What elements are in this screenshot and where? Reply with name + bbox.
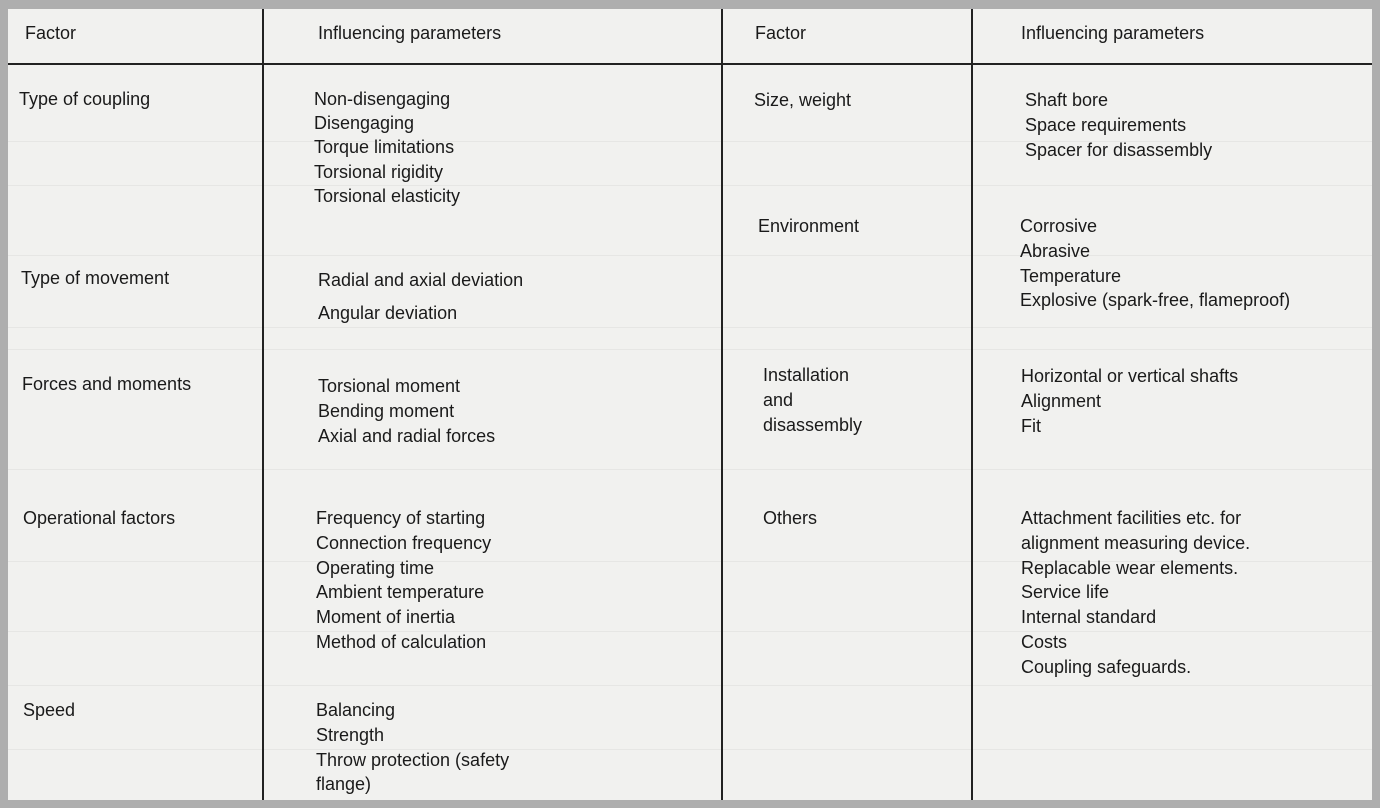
param-list bbox=[1021, 506, 1250, 680]
param-item: Temperature bbox=[1020, 265, 1122, 286]
factor-label: Size, weight bbox=[754, 90, 852, 110]
factor-label-line: and bbox=[763, 390, 794, 410]
param-item: Axial and radial forces bbox=[318, 426, 496, 447]
param-list bbox=[318, 374, 495, 450]
param-item: Throw protection (safety bbox=[316, 749, 510, 770]
param-item: Torsional moment bbox=[318, 376, 461, 396]
param-item: Non-disengaging bbox=[314, 89, 451, 109]
factor-label: Type of coupling bbox=[19, 89, 151, 109]
column-divider-right bbox=[971, 9, 973, 800]
param-item: Disengaging bbox=[314, 113, 415, 134]
factor-label-line: disassembly bbox=[763, 415, 863, 435]
param-item: Internal standard bbox=[1021, 607, 1157, 628]
factor-label: Operational factors bbox=[23, 508, 176, 528]
param-item: Corrosive bbox=[1020, 216, 1098, 236]
param-item: Explosive (spark-free, flameproof) bbox=[1020, 290, 1291, 311]
param-list bbox=[1021, 364, 1238, 438]
factor-label: Environment bbox=[758, 216, 860, 236]
param-item: Spacer for disassembly bbox=[1025, 139, 1213, 160]
header-rule bbox=[8, 63, 1372, 65]
factor-label: Others bbox=[763, 508, 818, 528]
param-item: Alignment bbox=[1021, 390, 1102, 411]
param-list bbox=[314, 87, 460, 208]
param-item: Operating time bbox=[316, 557, 435, 578]
factor-label-line: Installation bbox=[763, 365, 850, 385]
param-item: Connection frequency bbox=[316, 532, 492, 553]
param-item: Frequency of starting bbox=[316, 508, 486, 528]
param-item: Coupling safeguards. bbox=[1021, 656, 1192, 677]
column-divider-left bbox=[262, 9, 264, 800]
param-item: Angular deviation bbox=[318, 303, 458, 323]
param-item: Strength bbox=[316, 724, 385, 745]
param-item: Method of calculation bbox=[316, 631, 487, 652]
header-factor-left: Factor bbox=[25, 23, 77, 43]
param-item: Space requirements bbox=[1025, 114, 1187, 135]
param-list bbox=[1020, 214, 1290, 313]
param-item: alignment measuring device. bbox=[1021, 532, 1251, 553]
header-params-left: Influencing parameters bbox=[318, 23, 502, 43]
param-item: Balancing bbox=[316, 700, 396, 720]
column-divider-center bbox=[721, 9, 723, 800]
param-item: Torque limitations bbox=[314, 137, 455, 158]
param-item: Fit bbox=[1021, 415, 1041, 436]
param-item: Service life bbox=[1021, 582, 1110, 603]
param-list bbox=[316, 698, 509, 797]
param-item: Abrasive bbox=[1020, 240, 1091, 261]
header-params-right: Influencing parameters bbox=[1021, 23, 1205, 43]
param-item: Radial and axial deviation bbox=[318, 270, 524, 290]
param-item: Moment of inertia bbox=[316, 607, 456, 628]
param-item: Attachment facilities etc. for bbox=[1021, 508, 1242, 528]
param-item: Horizontal or vertical shafts bbox=[1021, 366, 1239, 386]
document-page bbox=[8, 9, 1372, 800]
param-item: Replacable wear elements. bbox=[1021, 557, 1239, 578]
param-item: Ambient temperature bbox=[316, 582, 485, 603]
param-list bbox=[316, 506, 491, 655]
param-list bbox=[318, 264, 523, 330]
param-item: Torsional rigidity bbox=[314, 161, 444, 182]
factor-label: Speed bbox=[23, 700, 76, 720]
param-item: flange) bbox=[316, 774, 372, 795]
factor-label bbox=[763, 363, 862, 438]
param-item: Shaft bore bbox=[1025, 90, 1109, 110]
param-item: Bending moment bbox=[318, 401, 455, 422]
header-factor-right: Factor bbox=[755, 23, 807, 43]
param-list bbox=[1025, 88, 1212, 162]
factor-label: Type of movement bbox=[21, 268, 170, 288]
param-item: Costs bbox=[1021, 631, 1068, 652]
factor-label: Forces and moments bbox=[22, 374, 192, 394]
param-item: Torsional elasticity bbox=[314, 185, 461, 206]
